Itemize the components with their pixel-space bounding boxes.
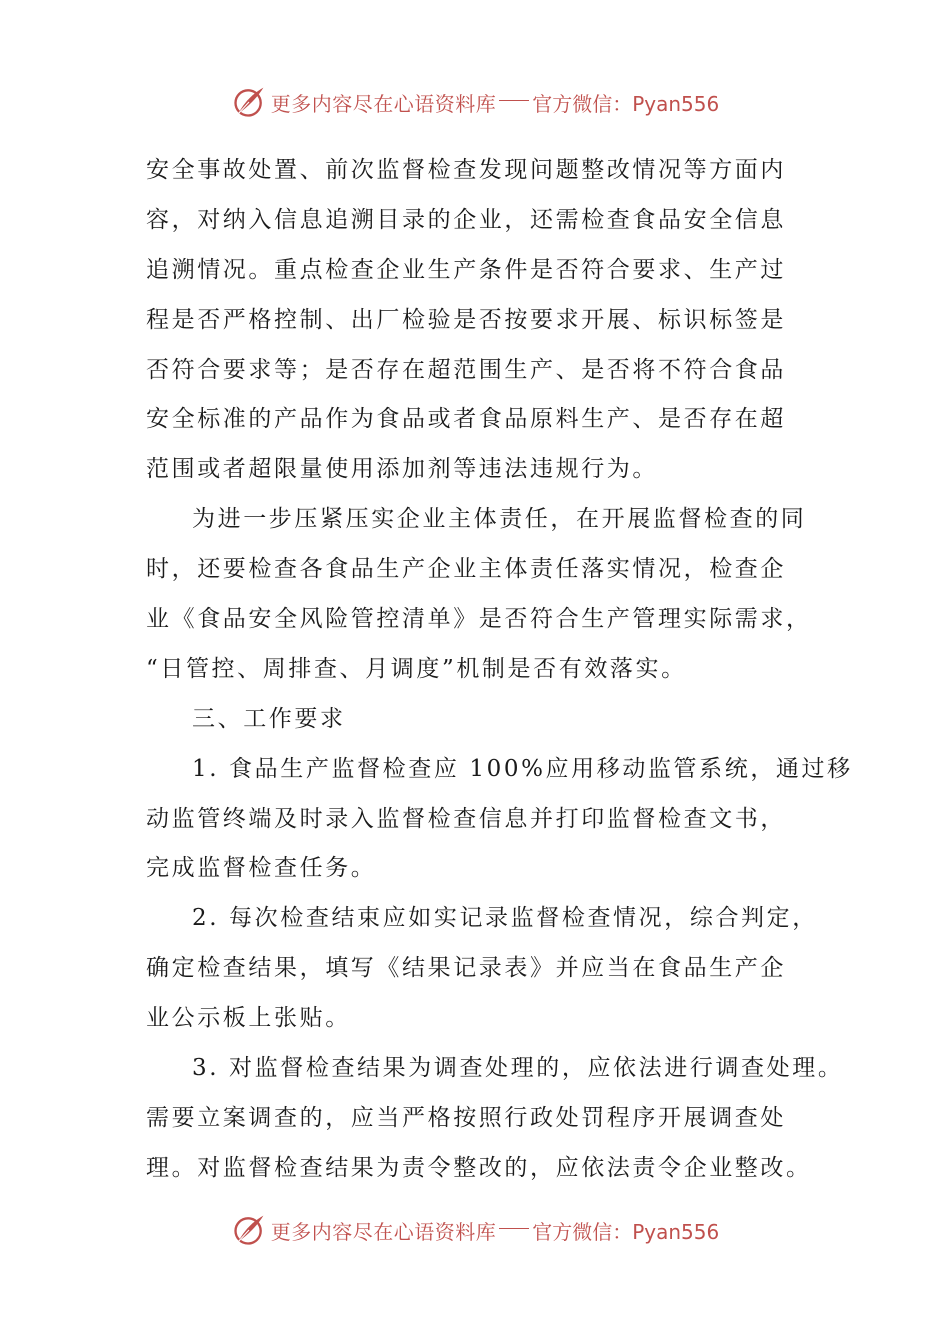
banner-slogan: 更多内容尽在心语资料库 (270, 91, 497, 116)
banner-dash (499, 1228, 529, 1229)
text-line: “日管控、周排查、月调度”机制是否有效落实。 (146, 655, 687, 682)
text-line: 完成监督检查任务。 (146, 855, 377, 882)
text-line: 动监管终端及时录入监督检查信息并打印监督检查文书， (146, 805, 786, 832)
text-line: 业公示板上张贴。 (146, 1005, 351, 1032)
header-banner (0, 80, 950, 124)
text-line: 3. 对监督检查结果为调查处理的，应依法进行调查处理。 (192, 1055, 844, 1082)
text-line: 理。对监督检查结果为责令整改的，应依法责令企业整改。 (146, 1154, 812, 1181)
text-line: 需要立案调查的，应当严格按照行政处罚程序开展调查处 (146, 1104, 786, 1131)
text-line: 追溯情况。重点检查企业生产条件是否符合要求、生产过 (146, 256, 786, 283)
quill-pen-circle-icon (231, 1212, 267, 1248)
text-line: 安全事故处置、前次监督检查发现问题整改情况等方面内 (146, 157, 786, 183)
text-line: 否符合要求等；是否存在超范围生产、是否将不符合食品 (146, 356, 786, 383)
text-line: 时，还要检查各食品生产企业主体责任落实情况，检查企 (146, 556, 786, 583)
document-body (146, 146, 853, 1194)
text-line: 2. 每次检查结束应如实记录监督检查情况，综合判定， (192, 905, 818, 932)
section-heading: 三、工作要求 (192, 705, 346, 732)
banner-dash (499, 100, 529, 101)
text-line: 为进一步压紧压实企业主体责任，在开展监督检查的同 (192, 506, 807, 533)
banner-wechat: 官方微信：Pyan556 (532, 1219, 720, 1244)
banner-wechat: 官方微信：Pyan556 (532, 91, 720, 116)
banner-slogan: 更多内容尽在心语资料库 (270, 1219, 497, 1244)
text-line: 安全标准的产品作为食品或者食品原料生产、是否存在超 (146, 406, 786, 433)
text-line: 程是否严格控制、出厂检验是否按要求开展、标识标签是 (146, 306, 786, 333)
text-line: 确定检查结果，填写《结果记录表》并应当在食品生产企 (146, 955, 786, 982)
footer-banner (0, 1208, 950, 1252)
text-line: 范围或者超限量使用添加剂等违法违规行为。 (146, 456, 658, 483)
text-line: 容，对纳入信息追溯目录的企业，还需检查食品安全信息 (146, 206, 786, 233)
text-line: 1. 食品生产监督检查应 100%应用移动监管系统，通过移 (192, 755, 853, 782)
text-line: 业《食品安全风险管控清单》是否符合生产管理实际需求， (146, 606, 812, 633)
quill-pen-circle-icon (231, 84, 267, 120)
